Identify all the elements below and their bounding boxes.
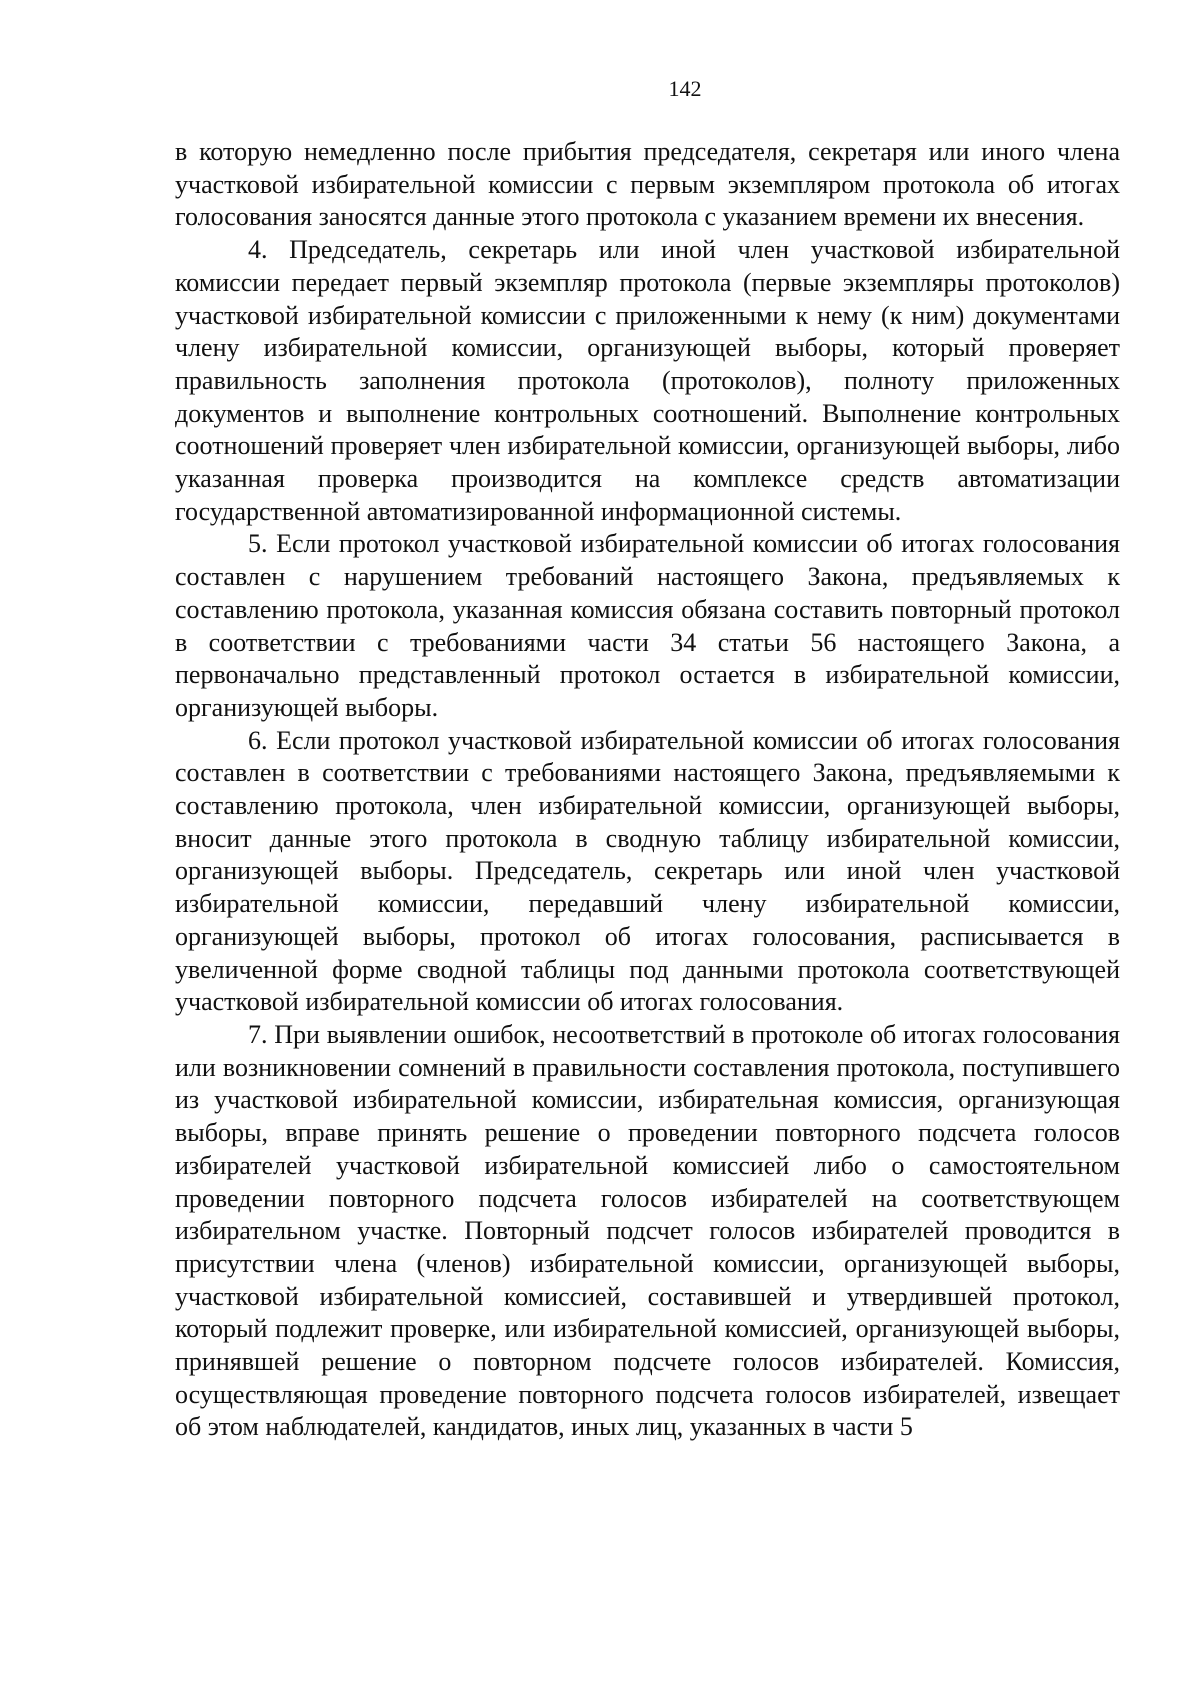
paragraph-item-7: 7. При выявлении ошибок, несоответствий в протоколе об итогах голосования или возникновении сомнений в правильности составления протокола, поступившего из участковой избирательной комиссии, избирательная комиссия, организующая выборы, вправе принять решение о проведении повторного подсчета голосов избирателей участковой избирательной комиссией либо о самостоятельном проведении повторного подсчета голосов избирателей на соответствующем избирательном участке. Повторный подсчет голосов избирателей проводится в присутствии члена (членов) избирательной комиссии, организующей выборы, участковой избирательной комиссией, составившей и утвердившей протокол, который подлежит проверке, или избирательной комиссией, организующей выборы, принявшей решение о повторном подсчете голосов избирателей. Комиссия, осуществляющая проведение повторного подсчета голосов избирателей, извещает об этом наблюдателей, кандидатов, иных лиц, указанных в части 5 <box>175 1019 1120 1442</box>
paragraph-item-5: 5. Если протокол участковой избирательной комиссии об итогах голосования составлен с нарушением требований настоящего Закона, предъявляемых к составлению протокола, указанная комиссия обязана составить повторный протокол в соответствии с требованиями части 34 статьи 56 настоящего Закона, а первоначально представленный протокол остается в избирательной комиссии, организующей выборы. <box>175 529 1120 722</box>
page-number: 142 <box>668 76 702 101</box>
document-body <box>175 136 1120 1444</box>
paragraph-item-4: 4. Председатель, секретарь или иной член участковой избирательной комиссии передает первый экземпляр протокола (первые экземпляры протоколов) участковой избирательной комиссии с приложенными к нему (к ним) документами члену избирательной комиссии, организующей выборы, который проверяет правильность заполнения протокола (протоколов), полноту приложенных документов и выполнение контрольных соотношений. Выполнение контрольных соотношений проверяет член избирательной комиссии, организующей выборы, либо указанная проверка производится на комплексе средств автоматизации государственной автоматизированной информационной системы. <box>175 235 1120 526</box>
paragraph-continuation: в которую немедленно после прибытия председателя, секретаря или иного члена участковой избирательной комиссии с первым экземпляром протокола об итогах голосования заносятся данные этого протокола с указанием времени их внесения. <box>175 137 1120 232</box>
paragraph-item-6: 6. Если протокол участковой избирательной комиссии об итогах голосования составлен в соответствии с требованиями настоящего Закона, предъявляемыми к составлению протокола, член избирательной комиссии, организующей выборы, вносит данные этого протокола в сводную таблицу избирательной комиссии, организующей выборы. Председатель, секретарь или иной член участковой избирательной комиссии, передавший члену избирательной комиссии, организующей выборы, протокол об итогах голосования, расписывается в увеличенной форме сводной таблицы под данными протокола соответствующей участковой избирательной комиссии об итогах голосования. <box>175 725 1120 1017</box>
